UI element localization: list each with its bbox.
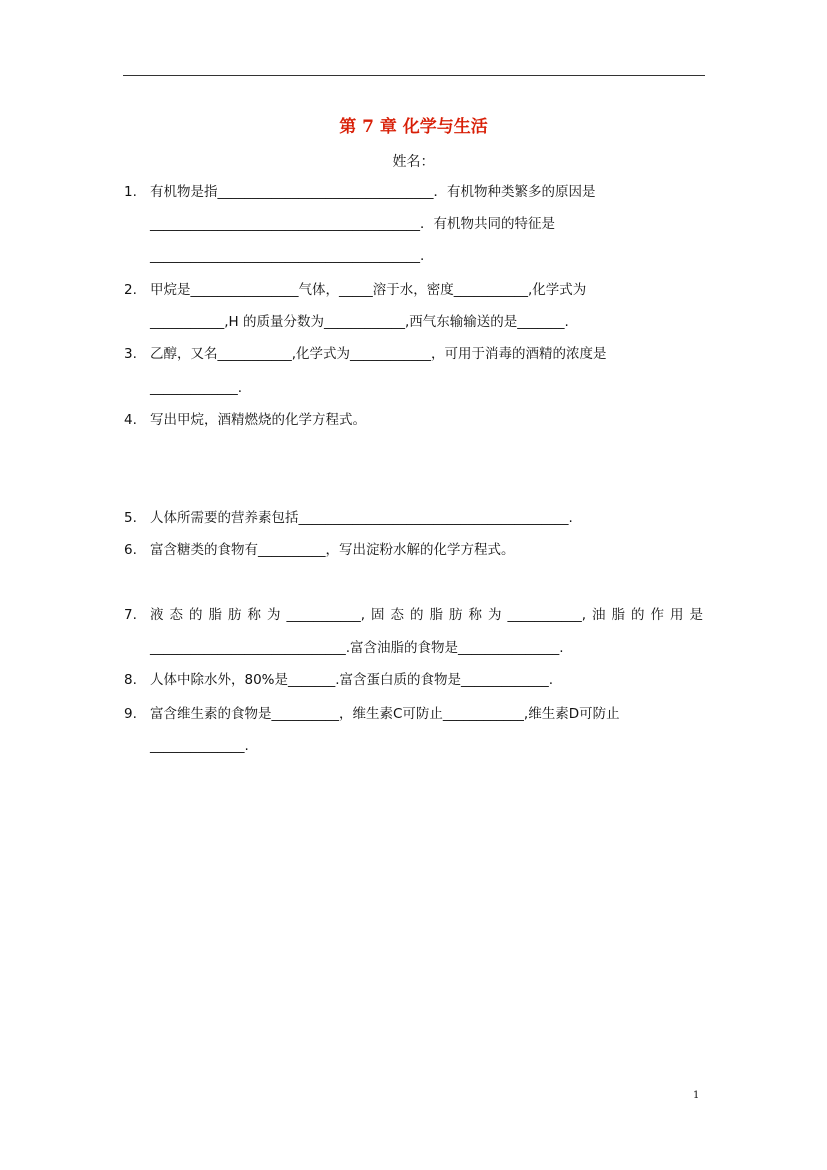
question-text: 甲烷是________________气体，_____溶于水，密度___________,化学式为 — [150, 282, 587, 298]
question-text: 富含维生素的食物是__________，维生素C可防止____________,维生素D可防止 — [150, 706, 620, 722]
question-text: _____________. — [150, 380, 243, 396]
question-number: 1. — [124, 184, 137, 200]
question-number: 5. — [124, 510, 137, 526]
question-number: 3. — [124, 346, 137, 362]
question-number: 7. — [124, 607, 137, 623]
question-text: 液态的脂肪称为___________,固态的脂肪称为___________,油脂的作用是 — [150, 607, 703, 623]
question-number: 9. — [124, 706, 137, 722]
name-label: 姓名： — [392, 154, 435, 170]
question-text: _____________________________.富含油脂的食物是_______________. — [150, 640, 564, 656]
question-text: ________________________________________．有机物共同的特征是 — [150, 216, 555, 232]
question-text: 人体中除水外，80%是_______.富含蛋白质的食物是_____________. — [150, 672, 554, 688]
question-text: ________________________________________. — [150, 248, 425, 264]
question-text: ___________,H 的质量分数为____________,西气东输输送的是_______. — [150, 314, 569, 330]
question-number: 2. — [124, 282, 137, 298]
question-text: ______________. — [150, 738, 249, 754]
question-number: 8. — [124, 672, 137, 688]
header-rule — [123, 75, 705, 76]
question-text: 乙醇，又名___________,化学式为____________，可用于消毒的酒精的浓度是 — [150, 346, 607, 362]
question-text: 写出甲烷，酒精燃烧的化学方程式。 — [150, 412, 366, 428]
question-text: 人体所需要的营养素包括________________________________________. — [150, 510, 573, 526]
question-number: 6. — [124, 542, 137, 558]
page-number: 1 — [693, 1090, 700, 1101]
question-number: 4. — [124, 412, 137, 428]
page-title: 第 7 章 化学与生活 — [339, 117, 488, 137]
question-text: 有机物是指________________________________．有机物种类繁多的原因是 — [150, 184, 596, 200]
question-text: 富含糖类的食物有__________，写出淀粉水解的化学方程式。 — [150, 542, 515, 558]
